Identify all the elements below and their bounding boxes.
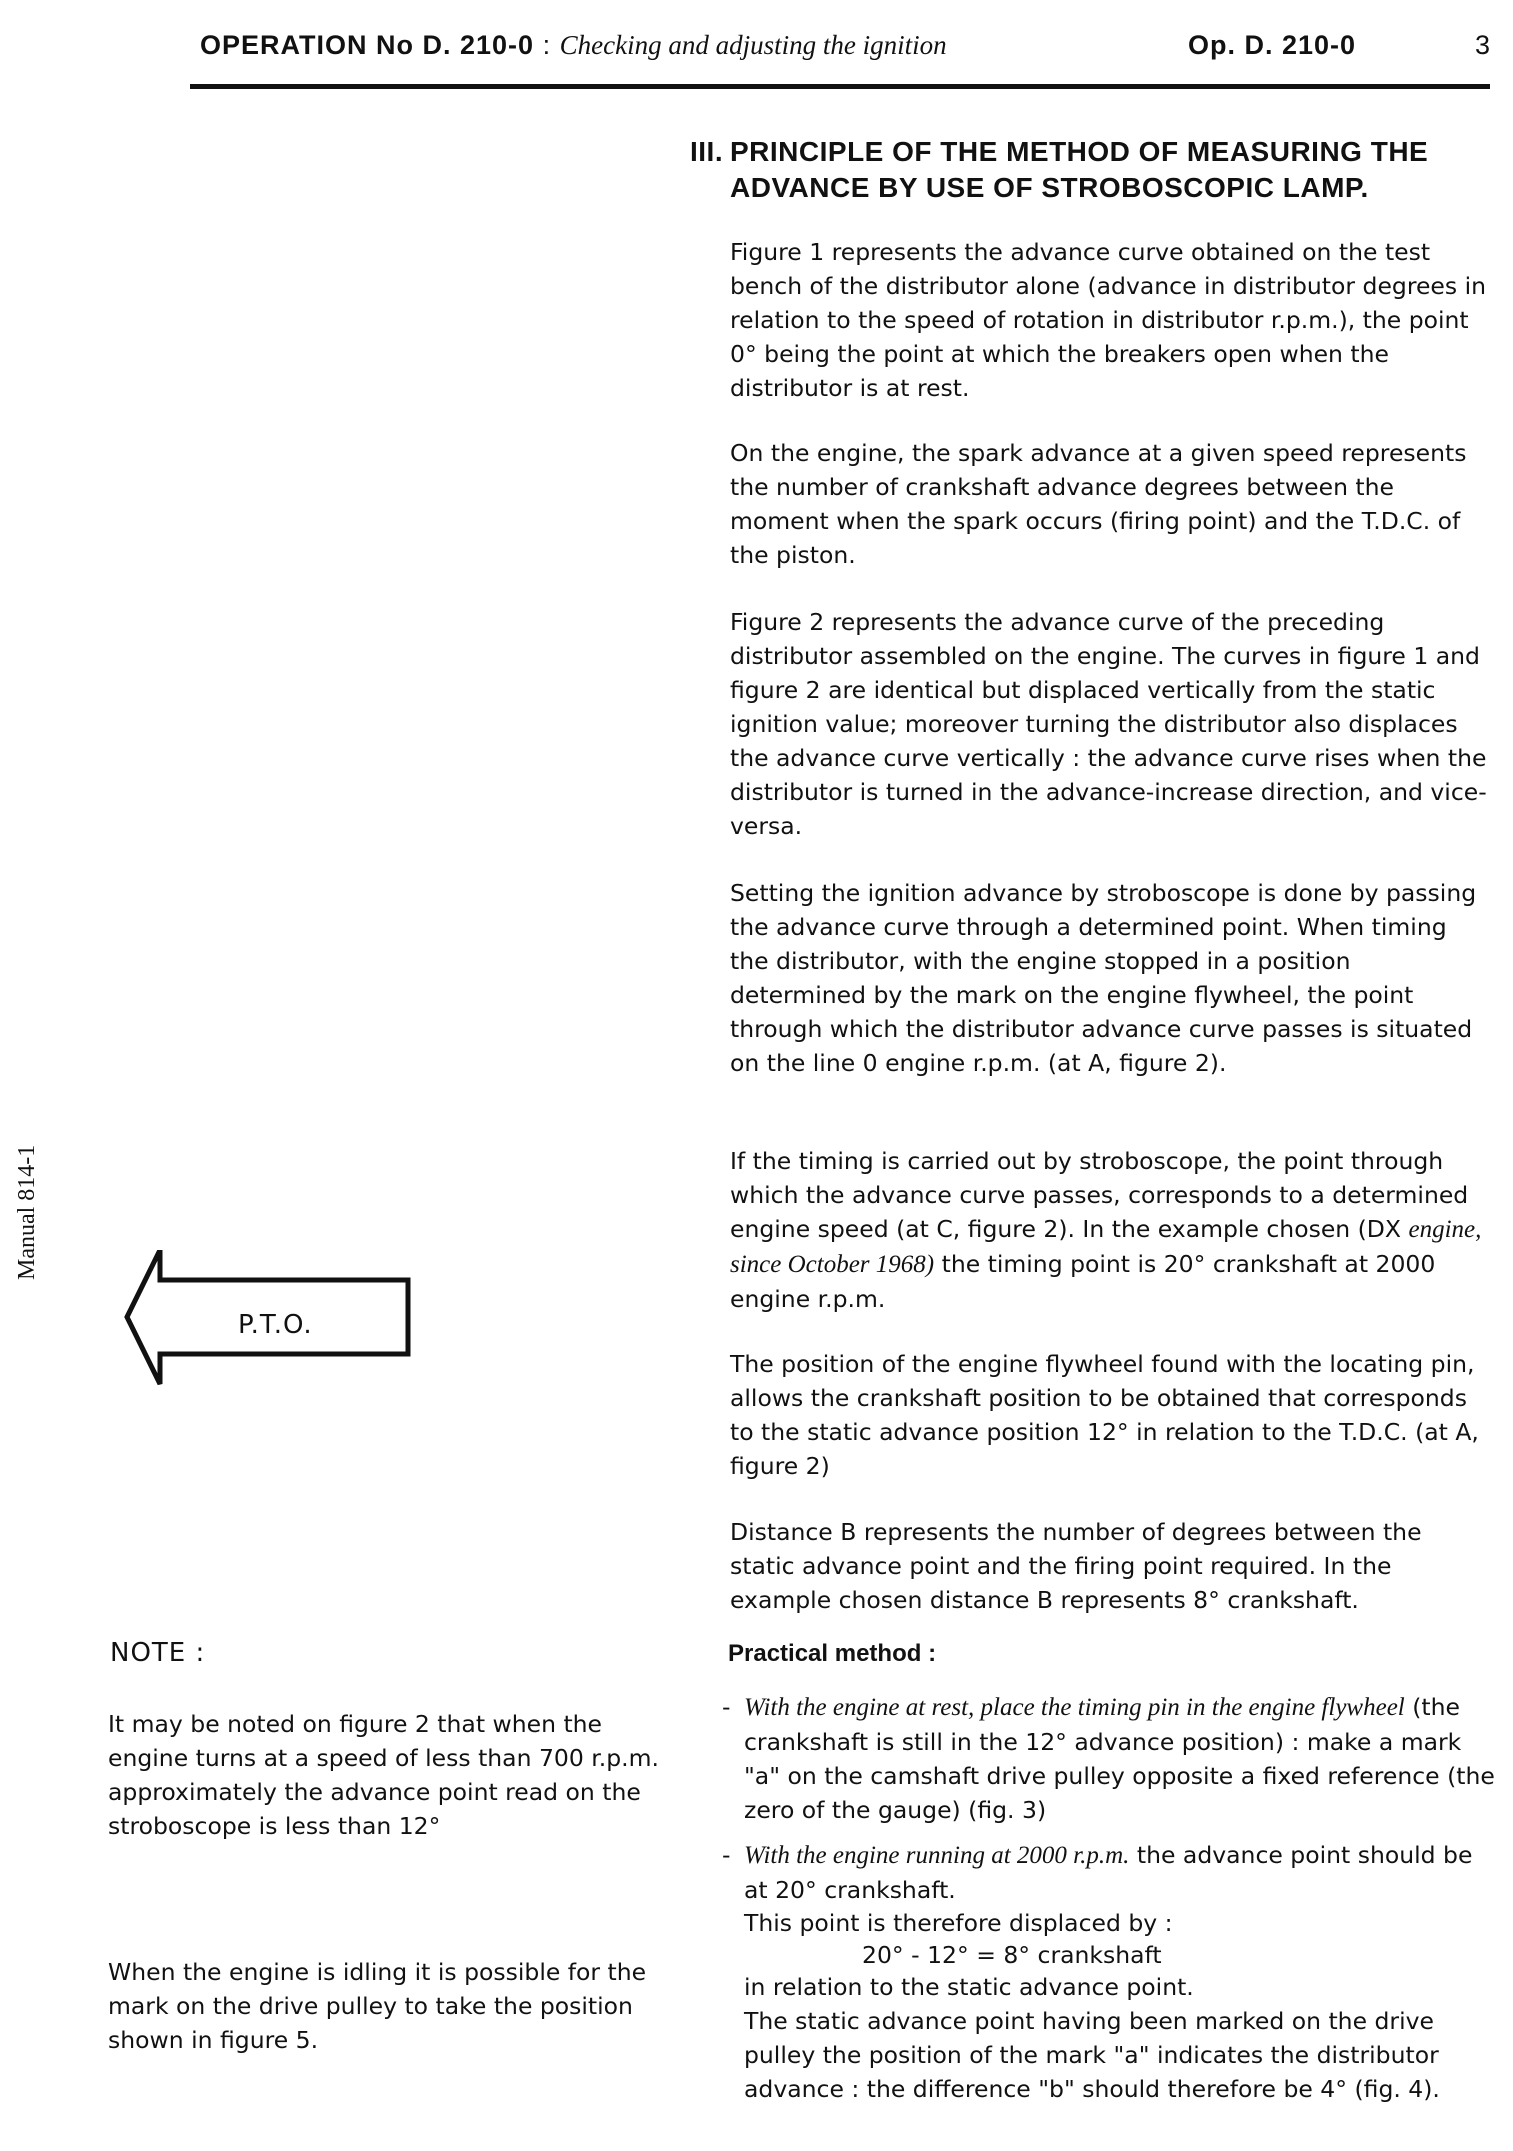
page-header: [200, 30, 1490, 70]
note-text-1: It may be noted on figure 2 that when the engine turns at a speed of less than 700 r.p.m. approximately the advance point read on the stroboscope is less than 12°: [108, 1710, 659, 1840]
manual-reference: Manual 814-1: [14, 1144, 40, 1280]
timing-text-italic: engine, since October 1968): [730, 1216, 1482, 1278]
section-title-line2: ADVANCE BY USE OF STROBOSCOPIC LAMP.: [730, 172, 1369, 203]
pto-arrow: [124, 1250, 424, 1390]
section-title: [690, 134, 1450, 206]
step2-text: the advance point should be at 20° crankshaft.: [744, 1841, 1473, 1904]
step1-text: (the crankshaft is still in the 12° advance position) : make a mark "a" on the camshaft drive pulley opposite a fixed reference (the zero of the gauge) (fig. 3): [744, 1693, 1495, 1824]
note-text-2: When the engine is idling it is possible for the mark on the drive pulley to take the position shown in figure 5.: [108, 1958, 647, 2054]
header-separator: :: [542, 30, 552, 60]
operation-code: Op. D. 210-0: [1188, 30, 1357, 60]
step2-displaced-line: This point is therefore displaced by :: [744, 1909, 1173, 1937]
bullet-dash: -: [722, 1841, 731, 1869]
step2-italic: With the engine running at 2000 r.p.m.: [744, 1842, 1130, 1869]
paragraph-figure1: Figure 1 represents the advance curve obtained on the test bench of the distributor alone (advance in distributor degrees in relation to the speed of rotation in distributor r.p.m.), the point 0° being the point at which the breakers open when the distributor is at rest.: [730, 238, 1487, 402]
step1-italic: With the engine at rest, place the timing pin in the engine flywheel: [744, 1694, 1405, 1721]
practical-step-1: [722, 1690, 1502, 1827]
paragraph-flywheel: The position of the engine flywheel found with the locating pin, allows the crankshaft position to be obtained that corresponds to the static advance position 12° in relation to the T.D.C. (at A, figure 2): [730, 1350, 1479, 1480]
step2-formula: 20° - 12° = 8° crankshaft: [862, 1941, 1162, 1969]
paragraph-spark-advance: On the engine, the spark advance at a given speed represents the number of crankshaft advance degrees between the moment when the spark occurs (firing point) and the T.D.C. of the piston.: [730, 439, 1467, 569]
bullet-dash: -: [722, 1693, 731, 1721]
operation-subtitle: Checking and adjusting the ignition: [559, 30, 947, 60]
paragraph-figure2: Figure 2 represents the advance curve of the preceding distributor assembled on the engine. The curves in figure 1 and figure 2 are identical but displaced vertically from the static ignition value; moreover turning the distributor also displaces the advance curve vertically : the advance curve rises when the distributor is turned in the advance-increase direction, and vice-versa.: [730, 608, 1487, 840]
section-number: III.: [690, 136, 724, 167]
note-title: NOTE :: [110, 1638, 206, 1668]
pto-label: P.T.O.: [238, 1310, 313, 1340]
step2-relation-line: in relation to the static advance point.: [744, 1973, 1194, 2001]
practical-method-title: Practical method :: [728, 1640, 937, 1667]
operation-header: [200, 30, 947, 61]
operation-number: OPERATION No D. 210-0: [200, 30, 535, 60]
practical-step-2: [722, 1838, 1502, 1907]
header-rule: [190, 84, 1490, 89]
timing-text-1: If the timing is carried out by stroboscope, the point through which the advance curve passes, corresponds to a determined engine speed (at C, figure 2). In the example chosen (DX: [730, 1147, 1469, 1243]
paragraph-distance-b: Distance B represents the number of degrees between the static advance point and the firing point required. In the example chosen distance B represents 8° crankshaft.: [730, 1518, 1422, 1614]
section-title-line1: PRINCIPLE OF THE METHOD OF MEASURING THE: [730, 136, 1429, 167]
timing-text-2: the timing point is 20° crankshaft at 2000 engine r.p.m.: [730, 1250, 1436, 1313]
step2-static-advance: The static advance point having been marked on the drive pulley the position of the mark "a" indicates the distributor advance : the difference "b" should therefore be 4° (fig. 4).: [744, 2007, 1440, 2103]
paragraph-stroboscope-timing: [730, 1144, 1490, 1316]
paragraph-setting: Setting the ignition advance by stroboscope is done by passing the advance curve through a determined point. When timing the distributor, with the engine stopped in a position determined by the mark on the engine flywheel, the point through which the distributor advance curve passes is situated on the line 0 engine r.p.m. (at A, figure 2).: [730, 879, 1477, 1077]
page-number: 3: [1474, 30, 1490, 60]
